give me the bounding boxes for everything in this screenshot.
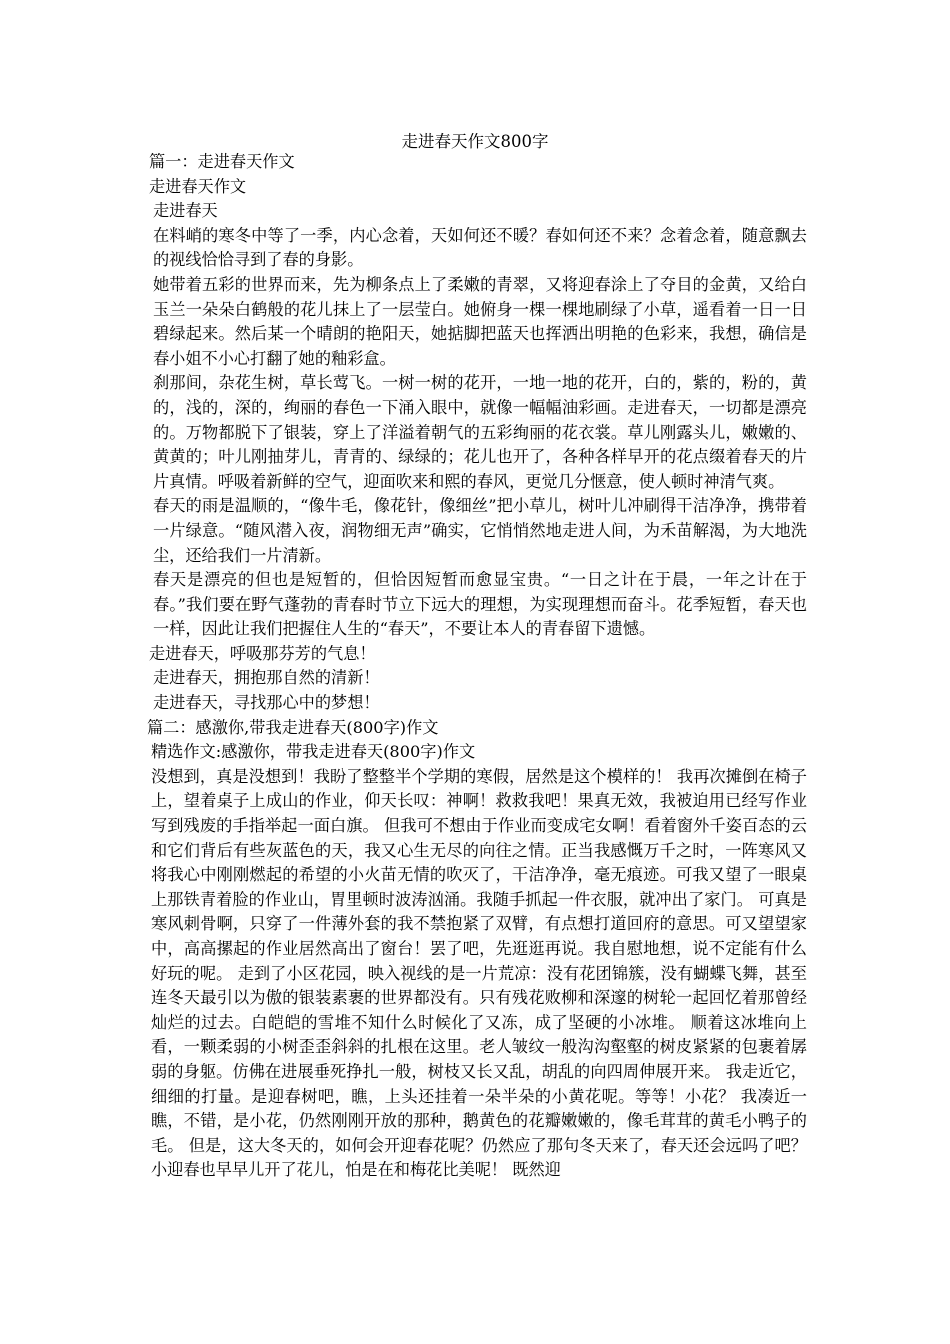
paragraph: 没想到，真是没想到！我盼了整整半个学期的寒假，居然是这个模样的！ 我再次摊倒在椅子上，望着桌子上成山的作业，仰天长叹：神啊！救救我吧！果真无效，我被迫用已经写作业写到残废的手指举起一面白旗。 但我可不想由于作业而变成宅女啊！看着窗外千姿百态的云和它们背后有些灰蓝色的天，我又心生无尽的向往之情。正当我感慨万千之时，一阵寒风又将我心中刚刚燃起的希望的小火苗无情的吹灭了，干洁净净，毫无痕迹。可我又望了一眼桌上那铁青着脸的作业山，胃里顿时波涛汹涌。我随手抓起一件衣服，就冲出了家门。 可真是寒风刺骨啊，只穿了一件薄外套的我不禁抱紧了双臂，有点想打道回府的意思。可又望望家中，高高摞起的作业居然高出了窗台！罢了吧，先逛逛再说。我自慰地想，说不定能有什么好玩的呢。 走到了小区花园，映入视线的是一片荒凉：没有花团锦簇，没有蝴蝶飞舞，甚至连冬天最引以为傲的银装素裹的世界都没有。只有残花败柳和深邃的树轮一起回忆着那曾经灿烂的过去。白皑皑的雪堆不知什么时候化了又冻，成了坚硬的小冰堆。 顺着这冰堆向上看，一颗柔弱的小树歪歪斜斜的扎根在这里。老人皱纹一般沟沟壑壑的树皮紧紧的包裹着孱弱的身躯。仿佛在进展垂死挣扎一般，树枝又长又乱，胡乱的向四周伸展开来。 我走近它，细细的打量。是迎春树吧，瞧，上头还挂着一朵半朵的小黄花呢。等等！小花？ 我凑近一瞧，不错，是小花，仍然刚刚开放的那种，鹅黄色的花瓣嫩嫩的，像毛茸茸的黄毛小鸭子的毛。 但是，这大冬天的，如何会开迎春花呢？仍然应了那句冬天来了，春天还会远吗了吧？小迎春也早早儿开了花儿，怕是在和梅花比美呢！ 既然迎: [151, 766, 807, 1180]
section-1-heading: 篇一：走进春天作文: [149, 152, 295, 171]
verse-line: 走进春天，拥抱那自然的清新！: [153, 668, 380, 688]
paragraph: 她带着五彩的世界而来，先为柳条点上了柔嫩的青翠，又将迎春涂上了夺目的金黄，又给白玉兰一朵朵白鹤般的花儿抹上了一层莹白。她俯身一棵一棵地刷绿了小草，遥看着一日一日碧绿起来。然后某一个晴朗的艳阳天，她掂脚把蓝天也挥洒出明艳的色彩来，我想，确信是春小姐不小心打翻了她的釉彩盒。: [153, 274, 807, 368]
section-1-subtitle: 走进春天作文: [149, 176, 247, 196]
paragraph: 春天的雨是温顺的，“像牛毛，像花针，像细丝”把小草儿，树叶儿冲刷得干洁净净，携带着一片绿意。“随风潜入夜，润物细无声”确实，它悄悄然地走进人间，为禾苗解渴，为大地洗尘，还给我们一片清新。: [153, 496, 807, 565]
document-body: [147, 150, 807, 1183]
verse-line: 走进春天，寻找那心中的梦想！: [153, 693, 380, 713]
paragraph: 刹那间，杂花生树，草长莺飞。一树一树的花开，一地一地的花开，白的，紫的，粉的，黄的，浅的，深的，绚丽的春色一下涌入眼中，就像一幅幅油彩画。走进春天，一切都是漂亮的。万物都脱下了银装，穿上了洋溢着朝气的五彩绚丽的花衣裳。草儿刚露头儿，嫩嫩的、黄黄的；叶儿刚抽芽儿，青青的、绿绿的；花儿也开了，各种各样早开的花点缀着春天的片片真情。呼吸着新鲜的空气，迎面吹来和熙的春风，更觉几分惬意，使人顿时神清气爽。: [153, 373, 807, 491]
section-2-subtitle: 精选作文:感激你，带我走进春天(800字)作文: [151, 742, 476, 762]
document-title: 走进春天作文800字: [401, 132, 549, 151]
paragraph: 春天是漂亮的但也是短暂的，但恰因短暂而愈显宝贵。“一日之计在于晨，一年之计在于春。”我们要在野气蓬勃的青春时节立下远大的理想，为实现理想而奋斗。花季短暂，春天也一样，因此让我们把握住人生的“春天”，不要让本人的青春留下遗憾。: [153, 570, 807, 639]
section-2-heading: 篇二：感激你,带我走进春天(800字)作文: [147, 717, 439, 737]
paragraph: 在料峭的寒冬中等了一季，内心念着，天如何还不暖？春如何还不来？念着念着，随意飘去的视线恰恰寻到了春的身影。: [153, 225, 807, 270]
verse-line: 走进春天，呼吸那芬芳的气息！: [149, 643, 376, 663]
section-1-poem-title: 走进春天: [153, 201, 218, 221]
